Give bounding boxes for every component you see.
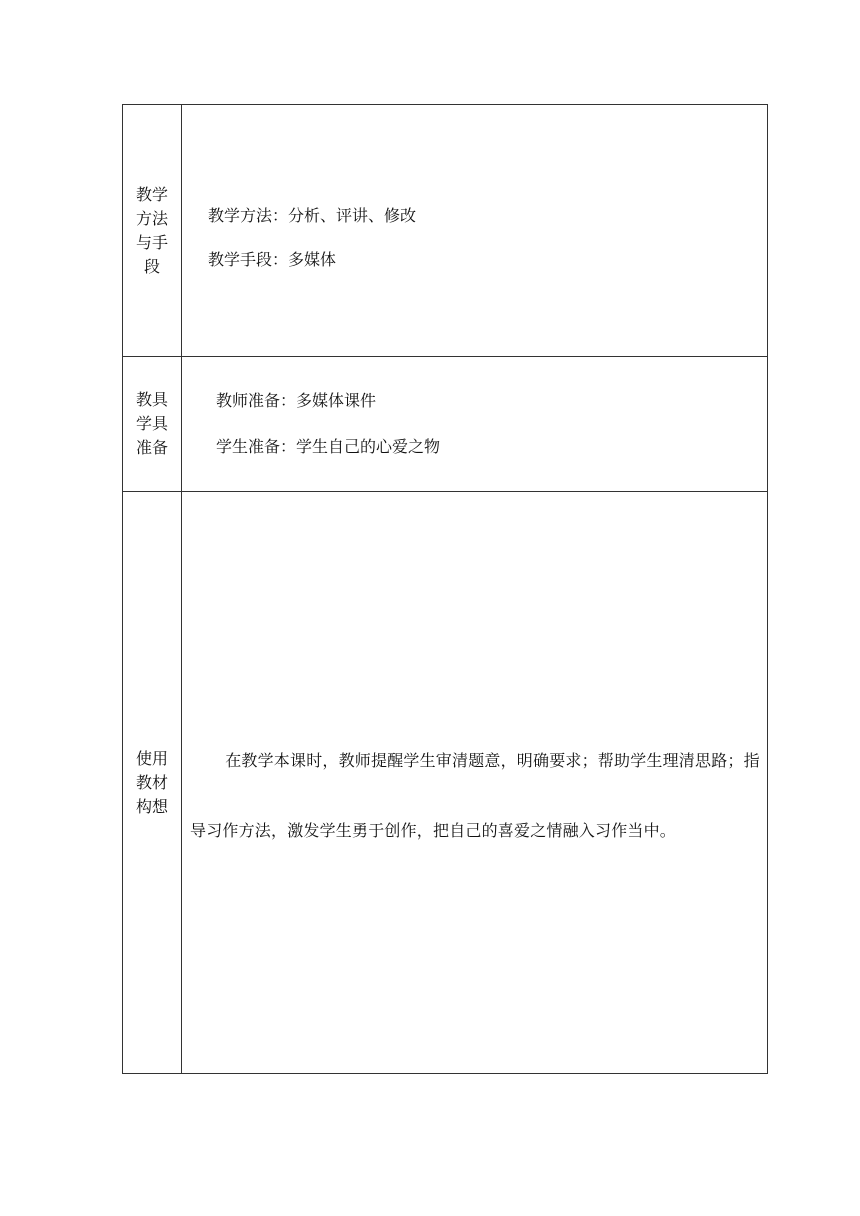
label-line: 学具 xyxy=(135,414,168,433)
row-content-preparation xyxy=(182,357,768,492)
label-line: 准备 xyxy=(135,438,168,457)
lesson-plan-table xyxy=(122,104,768,1074)
label-line: 教材 xyxy=(135,772,168,792)
label-line: 教具 xyxy=(135,390,168,409)
concept-paragraph: 在教学本课时，教师提醒学生审清题意，明确要求；帮助学生理清思路；指导习作方法，激发学生勇于创作，把自己的喜爱之情融入习作当中。 xyxy=(190,750,760,840)
table-row-preparation xyxy=(123,357,768,492)
row-content-methods xyxy=(182,105,768,357)
teaching-method-text: 教学方法：分析、评讲、修改 xyxy=(208,205,417,225)
label-line: 使用 xyxy=(135,748,168,768)
row-label-preparation xyxy=(123,357,182,492)
student-preparation-text: 学生准备：学生自己的心爱之物 xyxy=(216,437,441,456)
label-line: 教学 xyxy=(135,184,168,204)
label-line: 方法 xyxy=(135,208,168,228)
teacher-preparation-text: 教师准备：多媒体课件 xyxy=(216,391,377,410)
label-line: 与手 xyxy=(135,232,168,252)
row-label-concept xyxy=(123,492,182,1074)
teaching-means-text: 教学手段：多媒体 xyxy=(208,249,337,269)
row-content-concept xyxy=(182,492,768,1074)
row-label-methods xyxy=(123,105,182,357)
label-line: 构想 xyxy=(135,796,168,816)
table-row-methods xyxy=(123,105,768,357)
label-line: 段 xyxy=(143,256,160,276)
table-row-concept xyxy=(123,492,768,1074)
